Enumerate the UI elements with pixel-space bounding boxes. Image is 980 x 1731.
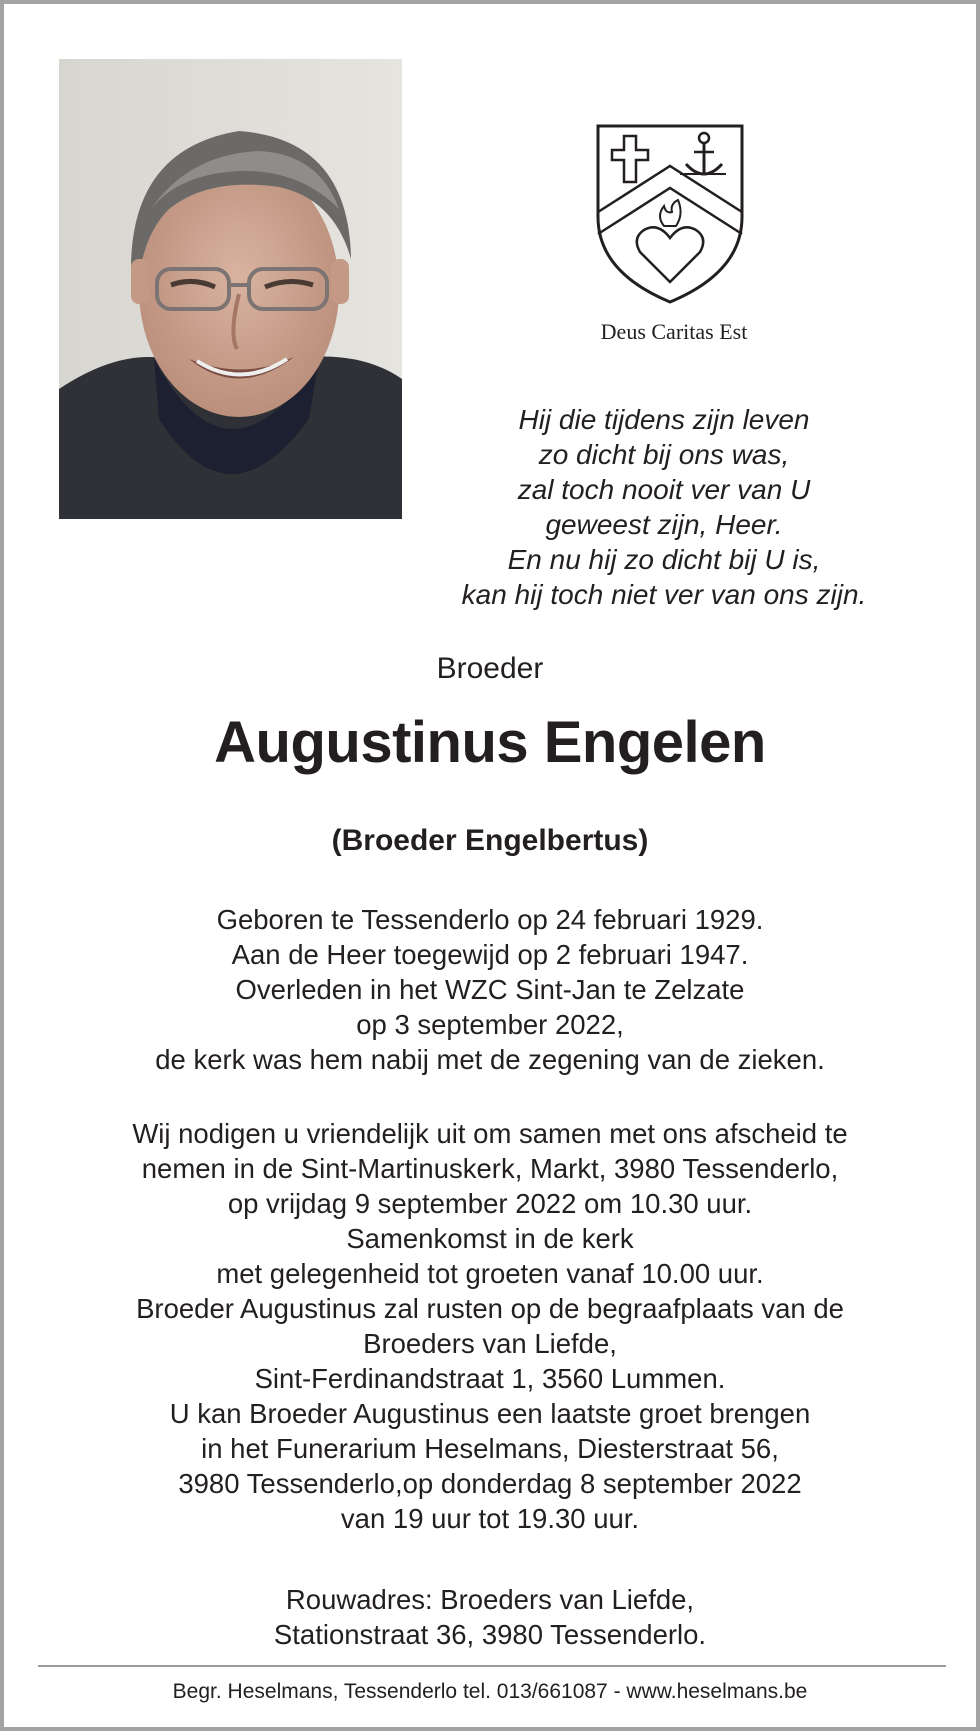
invitation-line: Wij nodigen u vriendelijk uit om samen met ons afscheid te xyxy=(132,1118,848,1149)
coat-of-arms xyxy=(594,122,746,307)
life-details xyxy=(4,902,976,1077)
footer-divider xyxy=(38,1665,946,1667)
deceased-title: Broeder xyxy=(436,652,544,685)
portrait-image xyxy=(59,59,402,519)
address-line: Rouwadres: Broeders van Liefde, xyxy=(285,1584,695,1615)
invitation-line: Sint-Ferdinandstraat 1, 3560 Lummen. xyxy=(254,1363,726,1394)
poem-line: Hij die tijdens zijn leven xyxy=(518,404,810,435)
invitation-line: Broeders van Liefde, xyxy=(363,1328,617,1359)
deceased-name: Augustinus Engelen xyxy=(214,710,766,775)
invitation-line: op vrijdag 9 september 2022 om 10.30 uur. xyxy=(227,1188,753,1219)
invitation-line: nemen in de Sint-Martinuskerk, Markt, 3980 Tessenderlo, xyxy=(141,1153,839,1184)
crest-motto: Deus Caritas Est xyxy=(600,319,748,344)
poem-line: kan hij toch niet ver van ons zijn. xyxy=(461,579,867,610)
poem-line: geweest zijn, Heer. xyxy=(545,509,783,540)
invitation-line: U kan Broeder Augustinus een laatste groet brengen xyxy=(169,1398,811,1429)
mourning-address xyxy=(4,1582,976,1652)
poem-line: zal toch nooit ver van U xyxy=(517,474,811,505)
invitation-line: van 19 uur tot 19.30 uur. xyxy=(340,1503,640,1534)
detail-line: de kerk was hem nabij met de zegening van de zieken. xyxy=(155,1044,825,1075)
address-line: Stationstraat 36, 3980 Tessenderlo. xyxy=(273,1619,707,1650)
invitation-line: met gelegenheid tot groeten vanaf 10.00 uur. xyxy=(216,1258,764,1289)
poem-line: zo dicht bij ons was, xyxy=(538,439,790,470)
invitation-line: in het Funerarium Heselmans, Diesterstraat 56, xyxy=(201,1433,779,1464)
shield-emblem-icon xyxy=(594,122,746,307)
funeral-invitation xyxy=(4,1116,976,1536)
poem-line: En nu hij zo dicht bij U is, xyxy=(507,544,821,575)
funeral-home-footer: Begr. Heselmans, Tessenderlo tel. 013/661087 - www.heselmans.be xyxy=(172,1680,808,1703)
religious-name: (Broeder Engelbertus) xyxy=(331,824,649,857)
detail-line: Overleden in het WZC Sint-Jan te Zelzate xyxy=(235,974,745,1005)
invitation-line: Broeder Augustinus zal rusten op de begraafplaats van de xyxy=(136,1293,844,1324)
detail-line: op 3 september 2022, xyxy=(356,1009,624,1040)
portrait-photo xyxy=(59,59,402,519)
invitation-line: 3980 Tessenderlo,op donderdag 8 september 2022 xyxy=(178,1468,802,1499)
invitation-line: Samenkomst in de kerk xyxy=(346,1223,634,1254)
detail-line: Aan de Heer toegewijd op 2 februari 1947. xyxy=(231,939,749,970)
memorial-poem xyxy=(404,402,924,612)
detail-line: Geboren te Tessenderlo op 24 februari 1929. xyxy=(216,904,764,935)
